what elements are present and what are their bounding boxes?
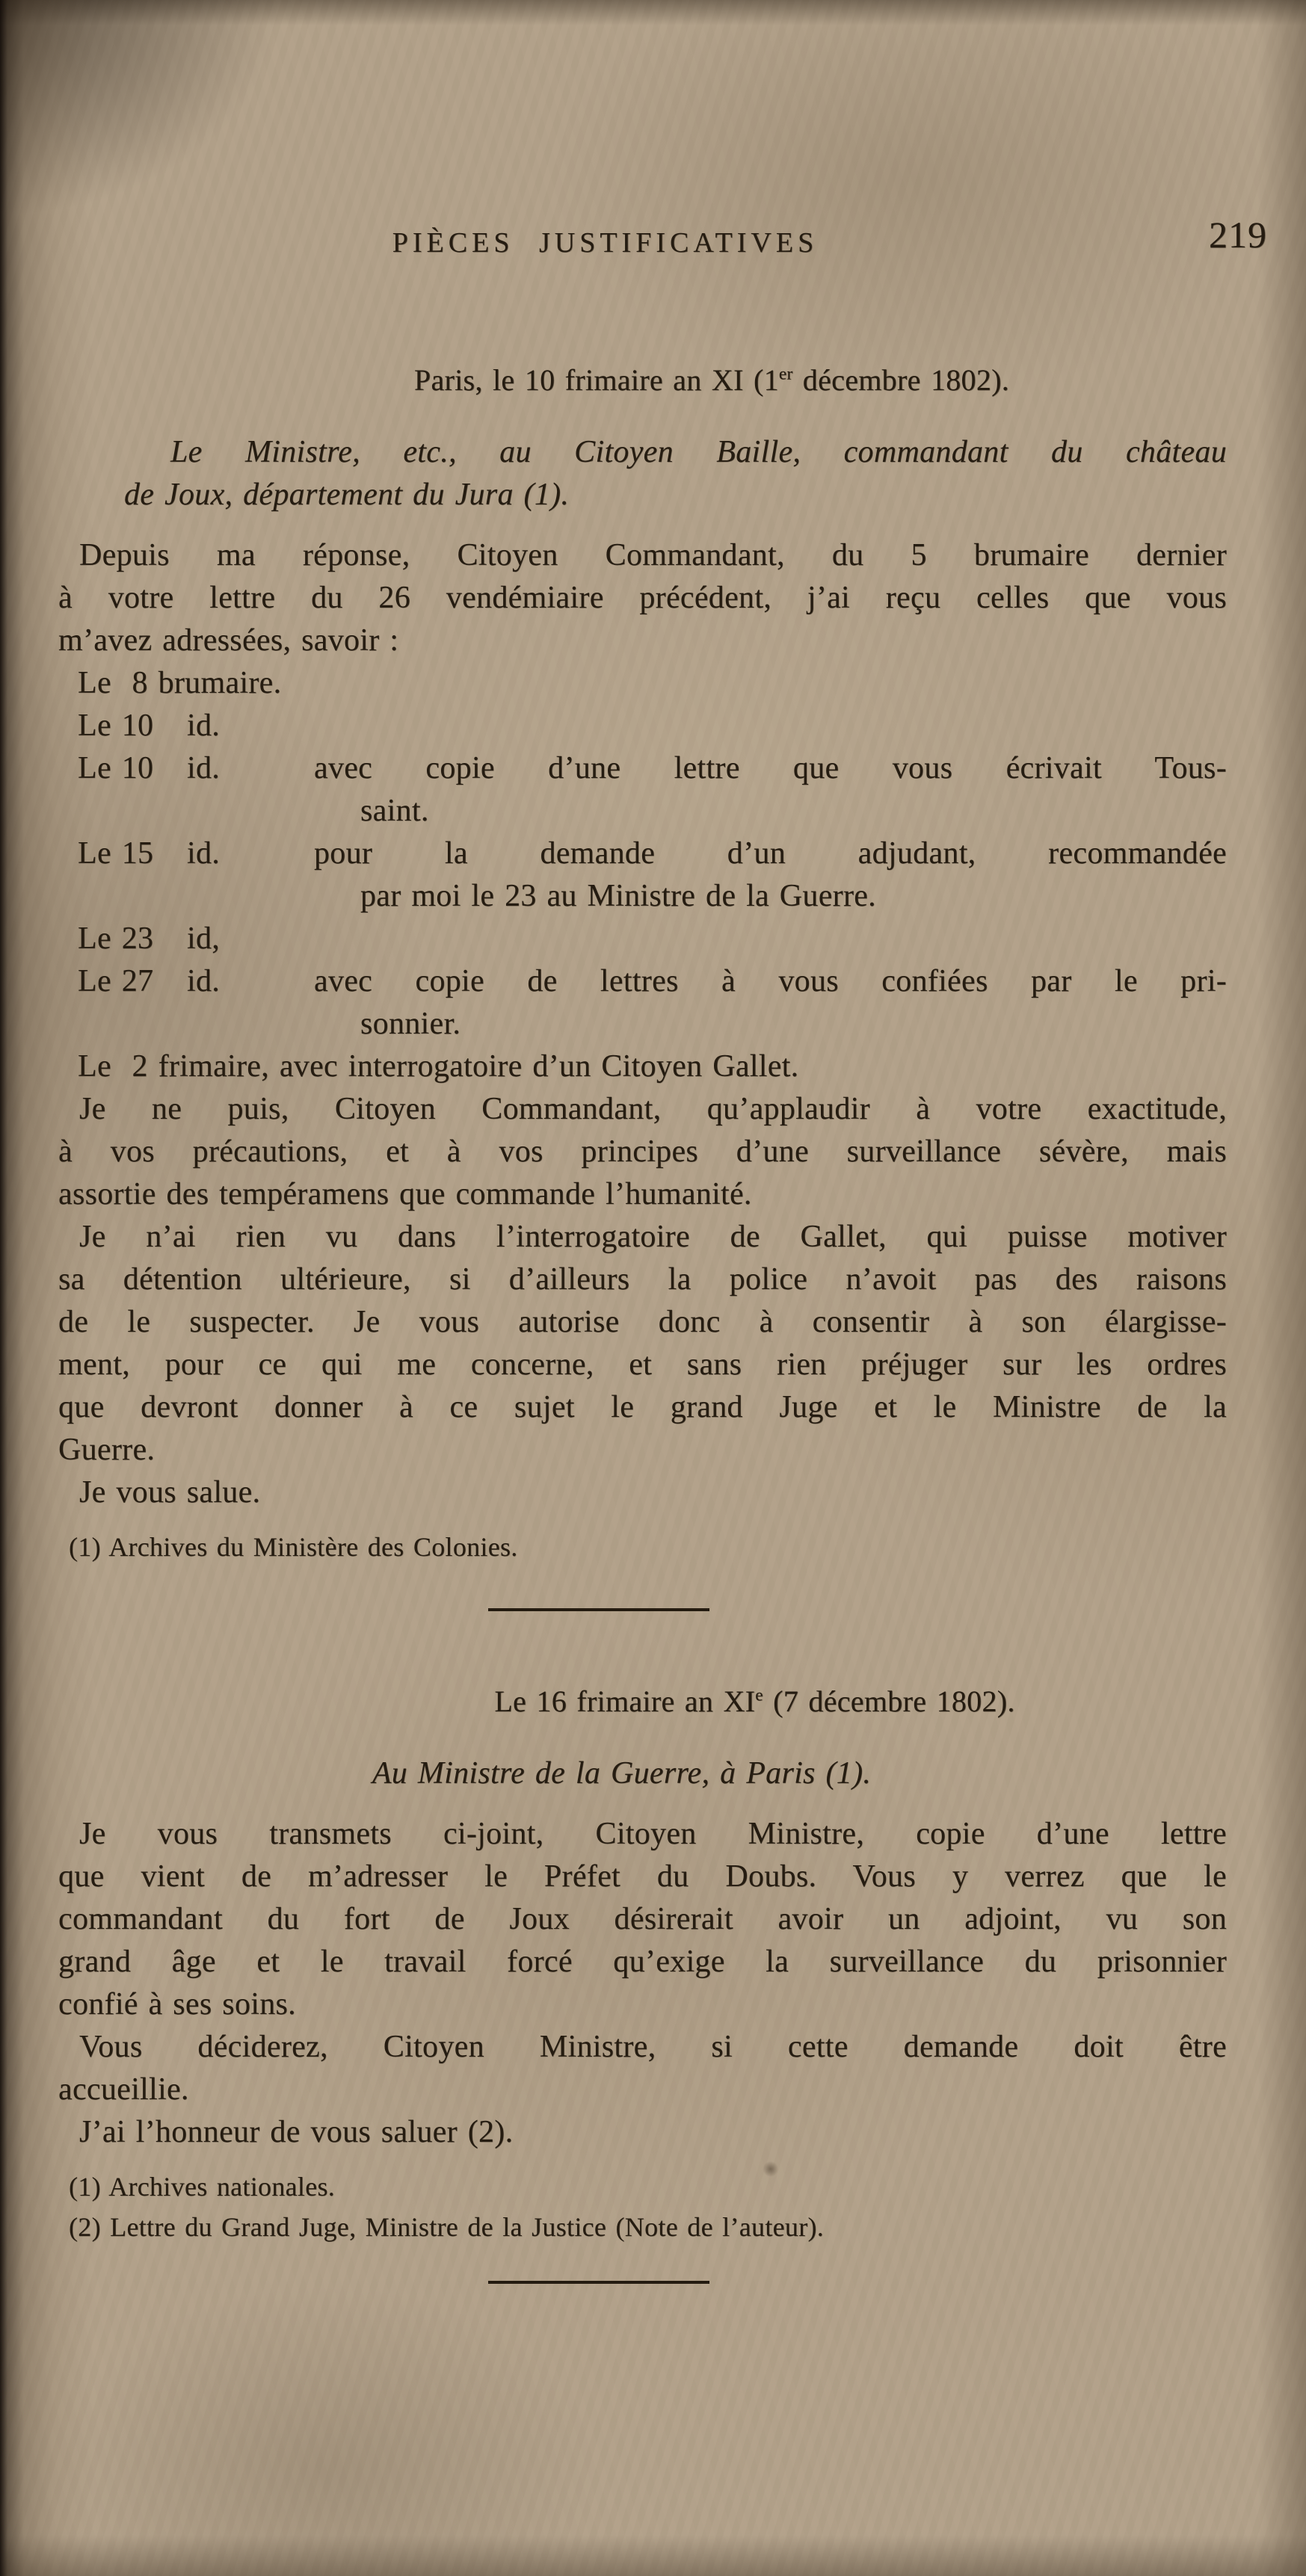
text-line: Le Ministre, etc., au Citoyen Baille, commandant du château [170, 435, 1227, 469]
correspondence-list [78, 662, 1227, 1088]
text-line: Je n’ai rien vu dans l’interrogatoire de Gallet, qui puisse motiver [79, 1220, 1227, 1254]
list-date: Le 2 frimaire, avec interrogatoire d’un Citoyen Gallet. [78, 1049, 799, 1084]
list-row [78, 705, 1227, 747]
list-date: Le 27 [78, 964, 154, 998]
dateline-superscript: er [778, 364, 793, 384]
letter1-dateline [58, 359, 1227, 401]
letter1-footnote: (1) Archives du Ministère des Colonies. [69, 1532, 518, 1562]
list-date: Le 15 [78, 836, 154, 871]
list-id: id. [187, 751, 221, 785]
list-id: id. [187, 964, 221, 998]
running-title: PIÈCES JUSTIFICATIVES [392, 227, 819, 259]
list-id: id, [187, 921, 221, 956]
dateline-text-post: décembre 1802). [792, 363, 1010, 397]
page-header [58, 214, 1267, 268]
text-line: de Joux, département du Jura (1). [124, 478, 570, 512]
text-line: sonnier. [360, 1007, 461, 1041]
list-row [78, 747, 1227, 833]
text-line: m’avez adressées, savoir : [58, 623, 399, 658]
text-line: assortie des tempéramens que commande l’humanité. [58, 1177, 752, 1211]
text-line: commandant du fort de Joux désirerait avoir un adjoint, vu son [58, 1902, 1227, 1936]
letter2-paragraph-1 [58, 1813, 1227, 2026]
list-date: Le 23 [78, 921, 154, 956]
text-line: Je ne puis, Citoyen Commandant, qu’applaudir à votre exactitude, [79, 1092, 1227, 1126]
dateline-text-pre: Paris, le 10 frimaire an XI (1 [413, 363, 779, 397]
letter2-dateline [58, 1680, 1227, 1723]
dateline-superscript: e [755, 1685, 763, 1705]
list-desc [314, 747, 1227, 833]
text-line: Depuis ma réponse, Citoyen Commandant, du 5 brumaire dernier [79, 538, 1227, 572]
text-line: Je vous transmets ci-joint, Citoyen Ministre, copie d’une lettre [79, 1817, 1227, 1851]
letter1-paragraph-3 [58, 1216, 1227, 1471]
text-line: sa détention ultérieure, si d’ailleurs la police n’avoit pas des raisons [58, 1262, 1227, 1297]
dateline-text-post: (7 décembre 1802). [763, 1684, 1015, 1718]
text-line: de le suspecter. Je vous autorise donc à consentir à son élargisse- [58, 1305, 1227, 1339]
list-row [78, 833, 1227, 918]
text-line: confié à ses soins. [58, 1987, 296, 2021]
text-line: par moi le 23 au Ministre de la Guerre. [360, 879, 876, 913]
list-id: id. [187, 708, 221, 743]
text-line: Guerre. [58, 1433, 155, 1467]
text-line: à vos précautions, et à vos principes d’une surveillance sévère, mais [58, 1134, 1227, 1169]
list-desc [314, 705, 1227, 747]
letter2-closing: J’ai l’honneur de vous saluer (2). [79, 2115, 514, 2149]
text-line: que vient de m’adresser le Préfet du Doubs. Vous y verrez que le [58, 1859, 1227, 1894]
list-row [78, 662, 1227, 705]
letter1-paragraph-2 [58, 1088, 1227, 1216]
list-date: Le 10 [78, 708, 154, 743]
letter1-closing: Je vous salue. [79, 1475, 261, 1510]
text-line: pour la demande d’un adjudant, recommandée [314, 836, 1227, 871]
letter2-salutation: Au Ministre de la Guerre, à Paris (1). [372, 1756, 872, 1791]
letter1-salutation [124, 431, 1227, 516]
text-line: à votre lettre du 26 vendémiaire précédent, j’ai reçu celles que vous [58, 581, 1227, 615]
dateline-text-pre: Le 16 frimaire an XI [494, 1684, 756, 1718]
list-row [78, 960, 1227, 1045]
letter2-paragraph-2 [58, 2026, 1227, 2111]
letter-2 [58, 1680, 1227, 2246]
list-date: Le 8 brumaire. [78, 666, 282, 700]
letter1-intro-paragraph [58, 534, 1227, 662]
list-desc [314, 918, 1227, 960]
text-line: grand âge et le travail forcé qu’exige la surveillance du prisonnier [58, 1945, 1227, 1979]
list-desc [314, 960, 1227, 1045]
letter-1 [58, 359, 1227, 1566]
text-line: avec copie de lettres à vous confiées par le pri- [314, 964, 1227, 998]
text-line: saint. [360, 794, 429, 828]
list-desc [314, 833, 1227, 918]
list-date: Le 10 [78, 751, 154, 785]
letter2-footnote-1: (1) Archives nationales. [69, 2172, 336, 2202]
section-divider [488, 1608, 709, 1611]
text-line: que devront donner à ce sujet le grand Juge et le Ministre de la [58, 1390, 1227, 1424]
letter2-footnote-2: (2) Lettre du Grand Juge, Ministre de la Justice (Note de l’auteur). [69, 2212, 825, 2242]
list-row [78, 1045, 1227, 1088]
list-row [78, 918, 1227, 960]
list-id: id. [187, 836, 221, 871]
page-number: 219 [1209, 214, 1267, 256]
text-line: accueillie. [58, 2072, 189, 2107]
text-line: Vous déciderez, Citoyen Ministre, si cette demande doit être [79, 2030, 1227, 2064]
section-divider [488, 2281, 709, 2284]
text-line: avec copie d’une lettre que vous écrivait Tous- [314, 751, 1227, 785]
text-line: ment, pour ce qui me concerne, et sans rien préjuger sur les ordres [58, 1347, 1227, 1382]
